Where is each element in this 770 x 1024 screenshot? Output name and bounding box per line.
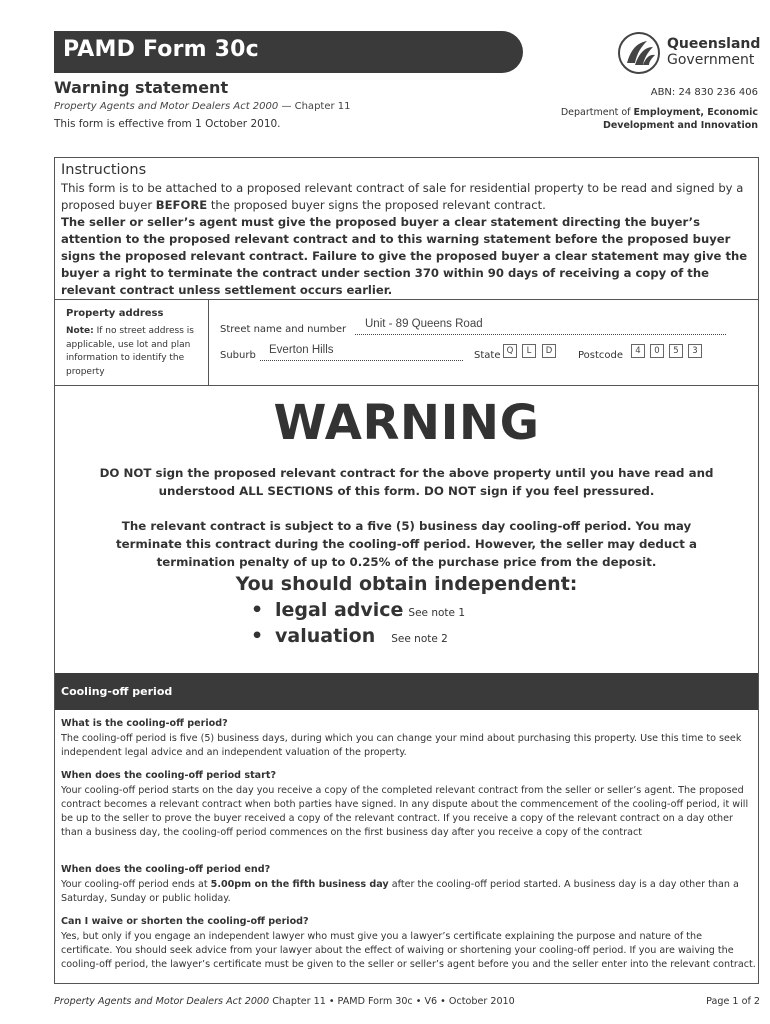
note-label: Note: <box>66 326 94 336</box>
act-name: Property Agents and Motor Dealers Act 2000 <box>54 101 279 112</box>
street-underline <box>355 334 726 335</box>
postcode-cell-2[interactable]: 0 <box>650 344 664 358</box>
form-body <box>54 157 759 984</box>
instructions-p1-start: This form is to be attached to a proposed relevant contract of sale for residential property to be read and signed by a proposed buyer <box>61 181 744 212</box>
dept-name-2: Development and Innovation <box>602 120 758 131</box>
effective-date: This form is effective from 1 October 2010. <box>54 118 281 130</box>
cooling-off-heading-bar <box>55 673 758 710</box>
act-chapter: — Chapter 11 <box>281 101 351 112</box>
instructions-title: Instructions <box>61 162 147 178</box>
form-title-bar <box>54 31 523 73</box>
footer-act-name: Property Agents and Motor Dealers Act 2000 <box>54 996 270 1007</box>
question-what-is: What is the cooling-off period? <box>61 718 228 729</box>
answer-end-start: Your cooling-off period ends at <box>61 879 211 890</box>
property-address-section <box>55 299 758 386</box>
property-address-label-cell <box>55 300 209 385</box>
queensland-government-logo <box>617 31 763 75</box>
state-cell-1[interactable]: Q <box>503 344 517 358</box>
warning-heading: WARNING <box>273 395 540 451</box>
logo-line-2: Government <box>667 52 755 68</box>
queensland-crest-icon <box>617 31 661 75</box>
warning-paragraph-1: DO NOT sign the proposed relevant contract for the above property until you have read and understood ALL SECTIONS of this form. DO NOT sign if you feel pressured. <box>99 466 714 498</box>
obtain-heading: You should obtain independent: <box>235 573 578 595</box>
note-text: If no street address is applicable, use lot and plan information to identify the property <box>66 326 194 377</box>
bullet-valuation-note: See note 2 <box>391 633 448 645</box>
warning-paragraph-2: The relevant contract is subject to a five (5) business day cooling-off period. You may terminate this contract during the cooling-off period. However, the seller may deduct a termination penalty of up to 0.25% of the purchase price from the deposit. <box>116 519 697 569</box>
suburb-value[interactable]: Everton Hills <box>269 344 334 356</box>
footer-rest: Chapter 11 • PAMD Form 30c • V6 • October 2010 <box>269 996 515 1007</box>
postcode-cell-1[interactable]: 4 <box>631 344 645 358</box>
answer-end-rest: after the cooling-off period started. A business day is a day other than a Saturday, Sunday or public holiday. <box>61 879 739 904</box>
bullet-icon: • <box>251 599 264 621</box>
suburb-label: Suburb <box>220 350 256 361</box>
street-value[interactable]: Unit - 89 Queens Road <box>365 318 483 330</box>
bullet-legal-advice <box>251 599 465 621</box>
property-address-note <box>66 325 206 379</box>
bullet-valuation <box>251 625 448 647</box>
footer-reference <box>54 996 515 1007</box>
answer-end <box>61 878 756 906</box>
question-waive: Can I waive or shorten the cooling-off period? <box>61 916 309 927</box>
instructions-before: BEFORE <box>155 198 208 212</box>
logo-wordmark <box>667 36 760 68</box>
instructions-text <box>61 180 755 299</box>
bullet-legal-advice-text: legal advice <box>275 599 404 621</box>
postcode-label: Postcode <box>578 350 624 361</box>
answer-start: Your cooling-off period starts on the day you receive a copy of the completed relevant contract from the seller or seller’s agent. The proposed contract becomes a relevant contract when both parties have signed. In any dispute about the commencement of the cooling-off period, it will be up to the seller to prove the buyer received a copy of the relevant contract. If you receive a copy of the relevant contract on a day other than a business day, the cooling-off period commences on the first business day after you receive a copy of the contract <box>61 785 749 838</box>
street-label: Street name and number <box>220 324 347 335</box>
answer-what-is: The cooling-off period is five (5) business days, during which you can change your mind about purchasing this property. Use this time to seek independent legal advice and an independent valuation of the property. <box>61 733 742 758</box>
question-end: When does the cooling-off period end? <box>61 864 271 875</box>
postcode-cell-4[interactable]: 3 <box>688 344 702 358</box>
state-label: State <box>474 350 501 361</box>
form-title: PAMD Form 30c <box>63 37 259 62</box>
property-address-heading: Property address <box>66 308 164 319</box>
state-cell-3[interactable]: D <box>542 344 556 358</box>
postcode-cell-3[interactable]: 5 <box>669 344 683 358</box>
act-reference <box>54 101 351 112</box>
answer-end-deadline: 5.00pm on the fifth business day <box>210 879 389 890</box>
dept-prefix: Department of <box>560 107 631 118</box>
answer-waive: Yes, but only if you engage an independent lawyer who must give you a lawyer’s certificate explaining the purpose and nature of the certificate. You should seek advice from your lawyer about the effect of waiving or shortening your cooling-off period. If you are waiving the cooling-off period, the lawyer’s certificate must be given to the seller or seller’s agent before you and the seller enter into the relevant contract. <box>61 931 756 970</box>
bullet-icon: • <box>251 625 264 647</box>
page-number: Page 1 of 2 <box>706 996 760 1007</box>
state-cell-2[interactable]: L <box>522 344 536 358</box>
instructions-p2: The seller or seller’s agent must give the proposed buyer a clear statement directing the buyer’s attention to the proposed relevant contract and to this warning statement before the proposed buyer signs the proposed relevant contract. Failure to give the proposed buyer a clear statement may give the buyer a right to terminate the contract under section 370 within 90 days of receiving a copy of the relevant contract unless settlement occurs earlier. <box>61 215 748 297</box>
department-name <box>518 106 758 132</box>
dept-name-1: Employment, Economic <box>633 107 758 118</box>
suburb-underline <box>260 360 463 361</box>
abn-number: ABN: 24 830 236 406 <box>650 87 758 98</box>
form-subtitle: Warning statement <box>54 78 229 97</box>
question-start: When does the cooling-off period start? <box>61 770 277 781</box>
bullet-valuation-text: valuation <box>275 625 376 647</box>
instructions-p1-end: the proposed buyer signs the proposed relevant contract. <box>207 198 546 212</box>
logo-line-1: Queensland <box>667 36 761 52</box>
bullet-legal-advice-note: See note 1 <box>408 607 466 619</box>
cooling-off-heading: Cooling-off period <box>61 685 173 698</box>
